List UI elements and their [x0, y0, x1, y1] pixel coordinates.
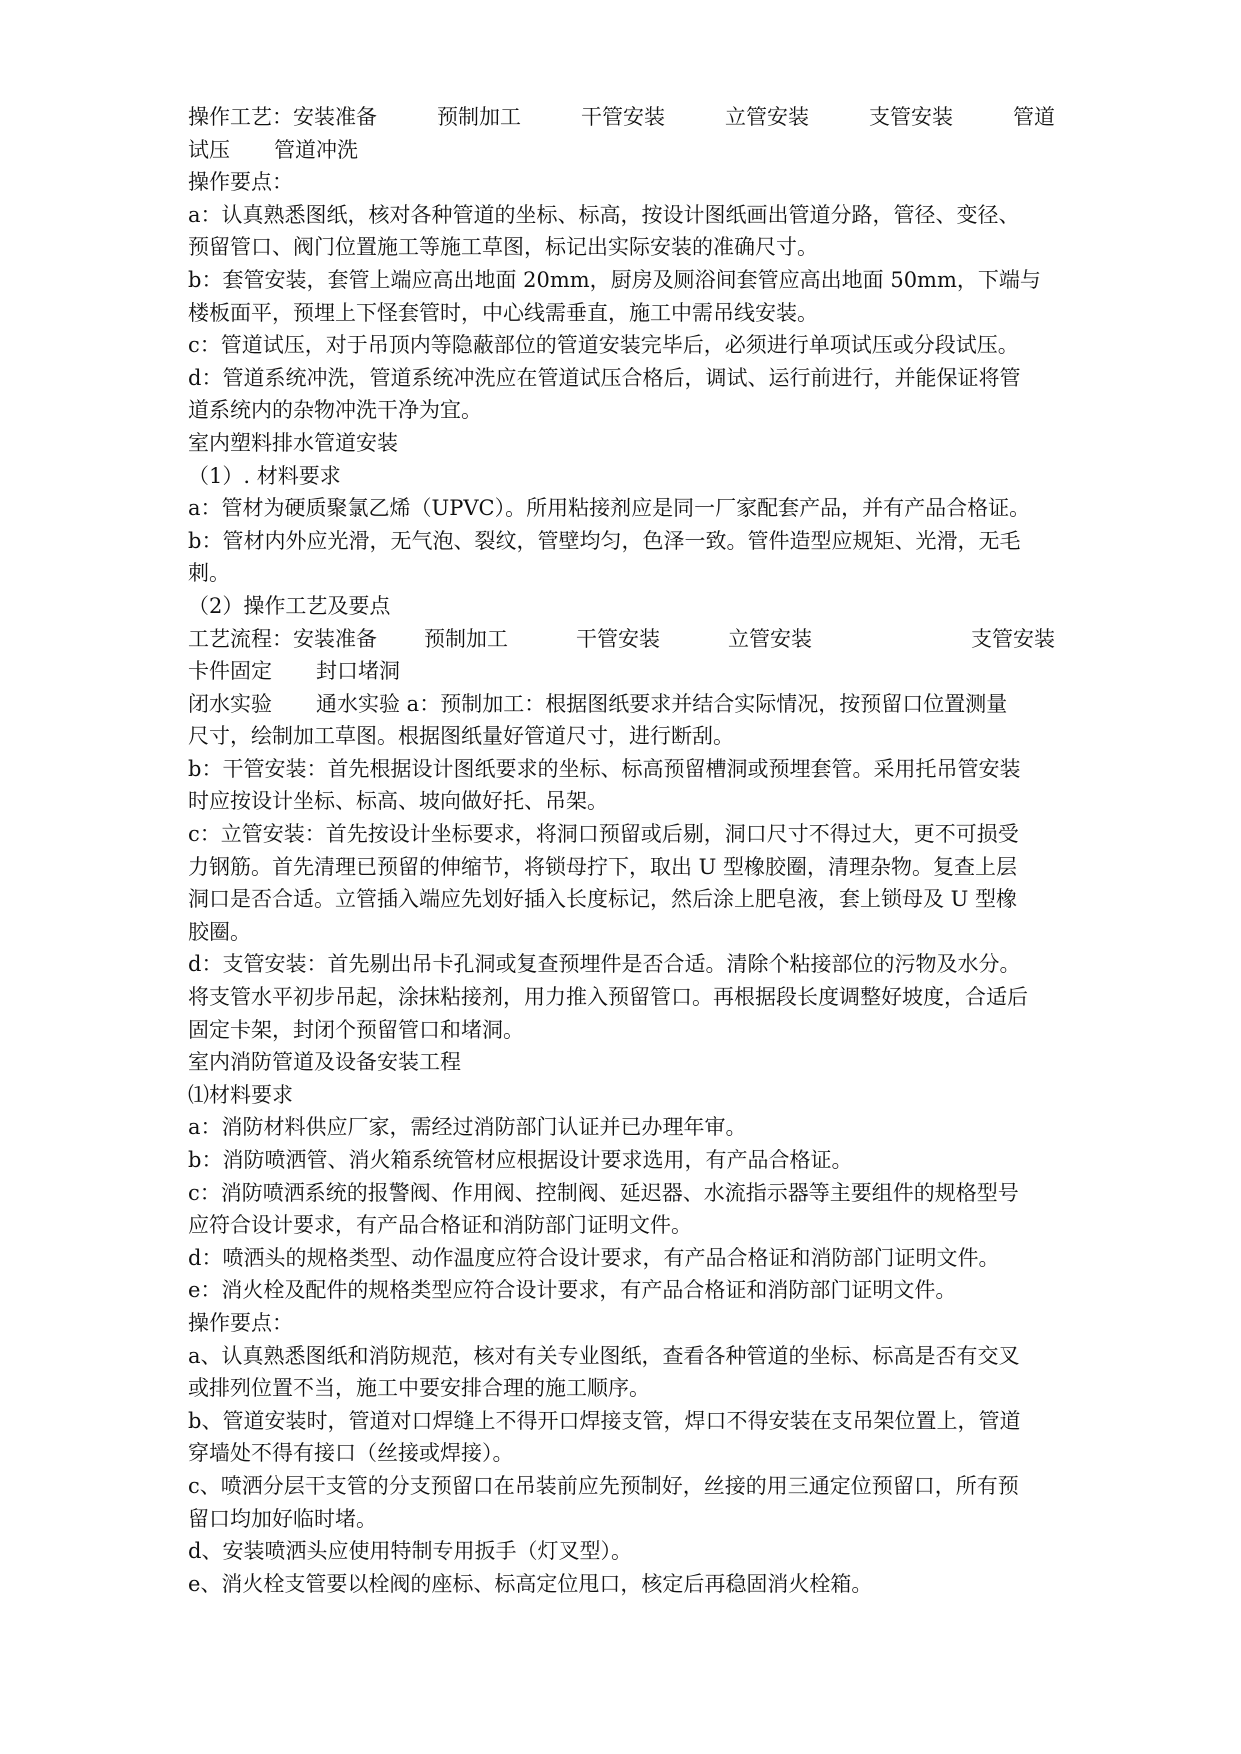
text-line: a：认真熟悉图纸，核对各种管道的坐标、标高，按设计图纸画出管道分路，管径、变径、 — [188, 202, 1020, 227]
text-line: ⑴材料要求 — [188, 1082, 293, 1107]
flow-step: 立管安装 — [725, 105, 809, 129]
flow-step: 试压 — [188, 137, 230, 162]
text-line: a：消防材料供应厂家，需经过消防部门认证并已办理年审。 — [188, 1115, 747, 1140]
text-line: e：消火栓及配件的规格类型应符合设计要求，有产品合格证和消防部门证明文件。 — [188, 1278, 957, 1303]
process-flow-line — [188, 101, 1055, 134]
text-line: 胶圈。 — [188, 919, 251, 944]
text-line: 应符合设计要求，有产品合格证和消防部门证明文件。 — [188, 1213, 692, 1238]
flow-step: 管道冲洗 — [274, 137, 358, 162]
text-line: c：立管安装：首先按设计坐标要求，将洞口预留或后剔，洞口尺寸不得过大，更不可损受 — [188, 822, 1019, 847]
text-line: 穿墙处不得有接口（丝接或焊接）。 — [188, 1441, 514, 1466]
text-line: d：支管安装：首先剔出吊卡孔洞或复查预埋件是否合适。清除个粘接部位的污物及水分。 — [188, 952, 1021, 977]
body-text: 通水实验 a：预制加工：根据图纸要求并结合实际情况，按预留口位置测量 — [316, 691, 1008, 716]
flow-label: 工艺流程：安装准备 — [188, 626, 377, 651]
text-line: 楼板面平，预埋上下怪套管时，中心线需垂直，施工中需吊线安装。 — [188, 300, 818, 325]
flow-step: 干管安装 — [576, 626, 660, 651]
text-line: 力钢筋。首先清理已预留的伸缩节，将锁母拧下，取出 U 型橡胶圈，清理杂物。复查上层 — [188, 854, 1018, 879]
text-line: b：套管安装，套管上端应高出地面 20mm，厨房及厕浴间套管应高出地面 50mm，下端与 — [188, 267, 1041, 292]
text-line: d、安装喷洒头应使用特制专用扳手（灯叉型）。 — [188, 1539, 632, 1564]
text-line: （1）. 材料要求 — [188, 463, 341, 488]
flow-step: 闭水实验 — [188, 691, 272, 716]
text-line: 刺。 — [188, 561, 230, 586]
flow-step: 卡件固定 — [188, 659, 272, 684]
text-line: 或排列位置不当，施工中要安排合理的施工顺序。 — [188, 1376, 650, 1401]
text-line: b：消防喷洒管、消火箱系统管材应根据设计要求选用，有产品合格证。 — [188, 1148, 853, 1172]
text-line: b：管材内外应光滑，无气泡、裂纹，管壁均匀，色泽一致。管件造型应规矩、光滑，无毛 — [188, 528, 1021, 553]
flow-step: 预制加工 — [424, 626, 508, 651]
text-line: 将支管水平初步吊起，涂抹粘接剂，用力推入预留管口。再根据段长度调整好坡度，合适后 — [188, 985, 1028, 1010]
process-flow-continuation-3 — [188, 688, 1055, 721]
flow-label: 操作工艺：安装准备 — [188, 105, 377, 129]
process-flow-line-2 — [188, 623, 1055, 656]
text-line: a：管材为硬质聚氯乙烯（UPVC）。所用粘接剂应是同一厂家配套产品，并有产品合格证。 — [188, 496, 1031, 521]
text-line: 预留管口、阀门位置施工等施工草图，标记出实际安装的准确尺寸。 — [188, 235, 818, 260]
process-flow-continuation-2 — [188, 655, 1055, 688]
text-line: 操作要点： — [188, 170, 293, 195]
text-line: 室内消防管道及设备安装工程 — [188, 1050, 461, 1075]
text-line: 道系统内的杂物冲洗干净为宜。 — [188, 398, 482, 423]
text-line: c：管道试压，对于吊顶内等隐蔽部位的管道安装完毕后，必须进行单项试压或分段试压。 — [188, 333, 1019, 358]
text-line: 操作要点： — [188, 1310, 293, 1335]
text-line: b、管道安装时，管道对口焊缝上不得开口焊接支管，焊口不得安装在支吊架位置上，管道 — [188, 1408, 1021, 1433]
text-line: d：喷洒头的规格类型、动作温度应符合设计要求，有产品合格证和消防部门证明文件。 — [188, 1245, 1000, 1270]
flow-step: 管道 — [1013, 105, 1055, 129]
text-line: 留口均加好临时堵。 — [188, 1506, 377, 1531]
text-line: c：消防喷洒系统的报警阀、作用阀、控制阀、延迟器、水流指示器等主要组件的规格型号 — [188, 1180, 1019, 1205]
text-line: c、喷洒分层干支管的分支预留口在吊装前应先预制好，丝接的用三通定位预留口，所有预 — [188, 1473, 1019, 1498]
document-page — [188, 101, 1055, 1600]
text-line: 室内塑料排水管道安装 — [188, 430, 398, 455]
text-line: b：干管安装：首先根据设计图纸要求的坐标、标高预留槽洞或预埋套管。采用托吊管安装 — [188, 756, 1021, 781]
flow-step: 支管安装 — [971, 626, 1055, 651]
text-line: d：管道系统冲洗，管道系统冲洗应在管道试压合格后，调试、运行前进行，并能保证将管 — [188, 365, 1021, 390]
text-line: 洞口是否合适。立管插入端应先划好插入长度标记，然后涂上肥皂液，套上锁母及 U 型橡 — [188, 887, 1018, 912]
process-flow-continuation — [188, 134, 1055, 167]
flow-step: 支管安装 — [869, 105, 953, 129]
flow-step: 预制加工 — [437, 105, 521, 129]
text-line: 时应按设计坐标、标高、坡向做好托、吊架。 — [188, 789, 608, 814]
text-line: 尺寸，绘制加工草图。根据图纸量好管道尺寸，进行断刮。 — [188, 724, 734, 749]
flow-step: 封口堵洞 — [316, 659, 400, 684]
text-line: a、认真熟悉图纸和消防规范，核对有关专业图纸，查看各种管道的坐标、标高是否有交叉 — [188, 1343, 1020, 1368]
flow-step: 干管安装 — [581, 105, 665, 129]
flow-step: 立管安装 — [728, 626, 812, 651]
text-line: 固定卡架，封闭个预留管口和堵洞。 — [188, 1017, 524, 1042]
text-line: （2）操作工艺及要点 — [188, 593, 391, 618]
text-line: e、消火栓支管要以栓阀的座标、标高定位甩口，核定后再稳固消火栓箱。 — [188, 1571, 873, 1596]
